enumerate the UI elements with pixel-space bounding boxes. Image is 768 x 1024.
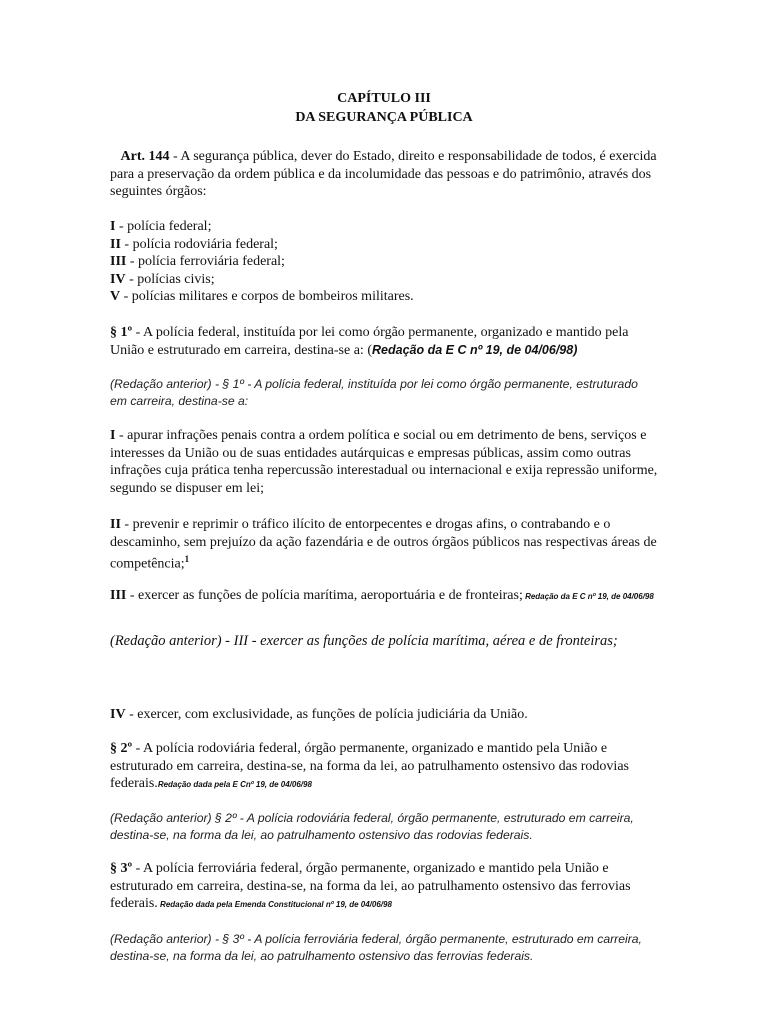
paragraph-3-reference: Redação dada pela Emenda Constitucional nº 19, de 04/06/98 bbox=[157, 900, 392, 909]
paragraph-2-reference: Redação dada pela E Cnº 19, de 04/06/98 bbox=[157, 780, 312, 789]
inciso-4: IV - exercer, com exclusividade, as funções de polícia judiciária da União. bbox=[110, 707, 528, 722]
paragraph-1-reference: Redação da E C nº 19, de 04/06/98) bbox=[372, 342, 578, 357]
article-text: - A segurança pública, dever do Estado, direito e responsabilidade de todos, é exercida para a preservação da ordem pública e da incolumidade das pessoas e do patrimônio, através dos seguintes órgãos: bbox=[110, 149, 657, 199]
chapter-heading: CAPÍTULO III bbox=[337, 91, 431, 106]
list-item: II - polícia rodoviária federal; bbox=[110, 236, 278, 252]
inciso-2: II - prevenir e reprimir o tráfico ilícito de entorpecentes e drogas afins, o contrabando e o descaminho, sem prejuízo da ação fazendária e de outros órgãos públicos nas respectivas áreas de competência;$^1$ bbox=[110, 517, 657, 572]
paragraph-3-previous: (Redação anterior) - § 3º - A polícia ferroviária federal, órgão permanente, estruturado em carreira, destina-se, na forma da lei, ao patrulhamento ostensivo das ferrovias federais. bbox=[110, 932, 642, 963]
list-item: V - polícias militares e corpos de bombeiros militares. bbox=[110, 289, 414, 304]
paragraph-2-previous: (Redação anterior) § 2º - A polícia rodoviária federal, órgão permanente, estruturado em carreira, destina-se, na forma da lei, ao patrulhamento ostensivo das rodovias federais. bbox=[110, 811, 634, 842]
list-item: IV - polícias civis; bbox=[110, 271, 215, 287]
chapter-title: DA SEGURANÇA PÚBLICA bbox=[295, 110, 473, 125]
orgaos-list bbox=[110, 218, 658, 306]
footnote-marker: 1 bbox=[184, 554, 190, 564]
inciso-3-reference: Redação da E C nº 19, de 04/06/98 bbox=[522, 592, 654, 601]
inciso-3-previous: (Redação anterior) - III - exercer as funções de polícia marítima, aérea e de fronteiras; bbox=[110, 633, 618, 649]
inciso-1: I - apurar infrações penais contra a ordem política e social ou em detrimento de bens, serviços e interesses da União ou de suas entidades autárquicas e empresas públicas, assim como outras infrações cuja prática tenha repercussão interestadual ou internacional e exija repressão uniforme, segundo se dispuser em lei; bbox=[110, 428, 658, 496]
paragraph-1-previous: (Redação anterior) - § 1º - A polícia federal, instituída por lei como órgão permanente, estruturado em carreira, destina-se a: bbox=[110, 377, 638, 408]
paragraph-3: § 3º - A polícia ferroviária federal, órgão permanente, organizado e mantido pela União e estruturado em carreira, destina-se, na forma da lei, ao patrulhamento ostensivo das ferrovias federais. Redação dada pela Emenda Constitucional nº 19, de 04/06/98 bbox=[110, 861, 631, 911]
list-item: I - polícia federal; bbox=[110, 219, 212, 234]
paragraph-2: § 2º - A polícia rodoviária federal, órgão permanente, organizado e mantido pela União e estruturado em carreira, destina-se, na forma da lei, ao patrulhamento ostensivo das rodovias federais.Redação dada pela E Cnº 19, de 04/06/98 bbox=[110, 741, 629, 791]
paragraph-1: § 1º - A polícia federal, instituída por lei como órgão permanente, organizado e mantido pela União e estruturado em carreira, destina-se a: (Redação da E C nº 19, de 04/06/98) bbox=[110, 325, 629, 358]
list-item: III - polícia ferroviária federal; bbox=[110, 254, 285, 269]
inciso-3: III - exercer as funções de polícia marítima, aeroportuária e de fronteiras; Redação da E C nº 19, de 04/06/98 bbox=[110, 588, 654, 603]
article-label: Art. 144 bbox=[120, 149, 170, 164]
article-144 bbox=[110, 148, 660, 201]
